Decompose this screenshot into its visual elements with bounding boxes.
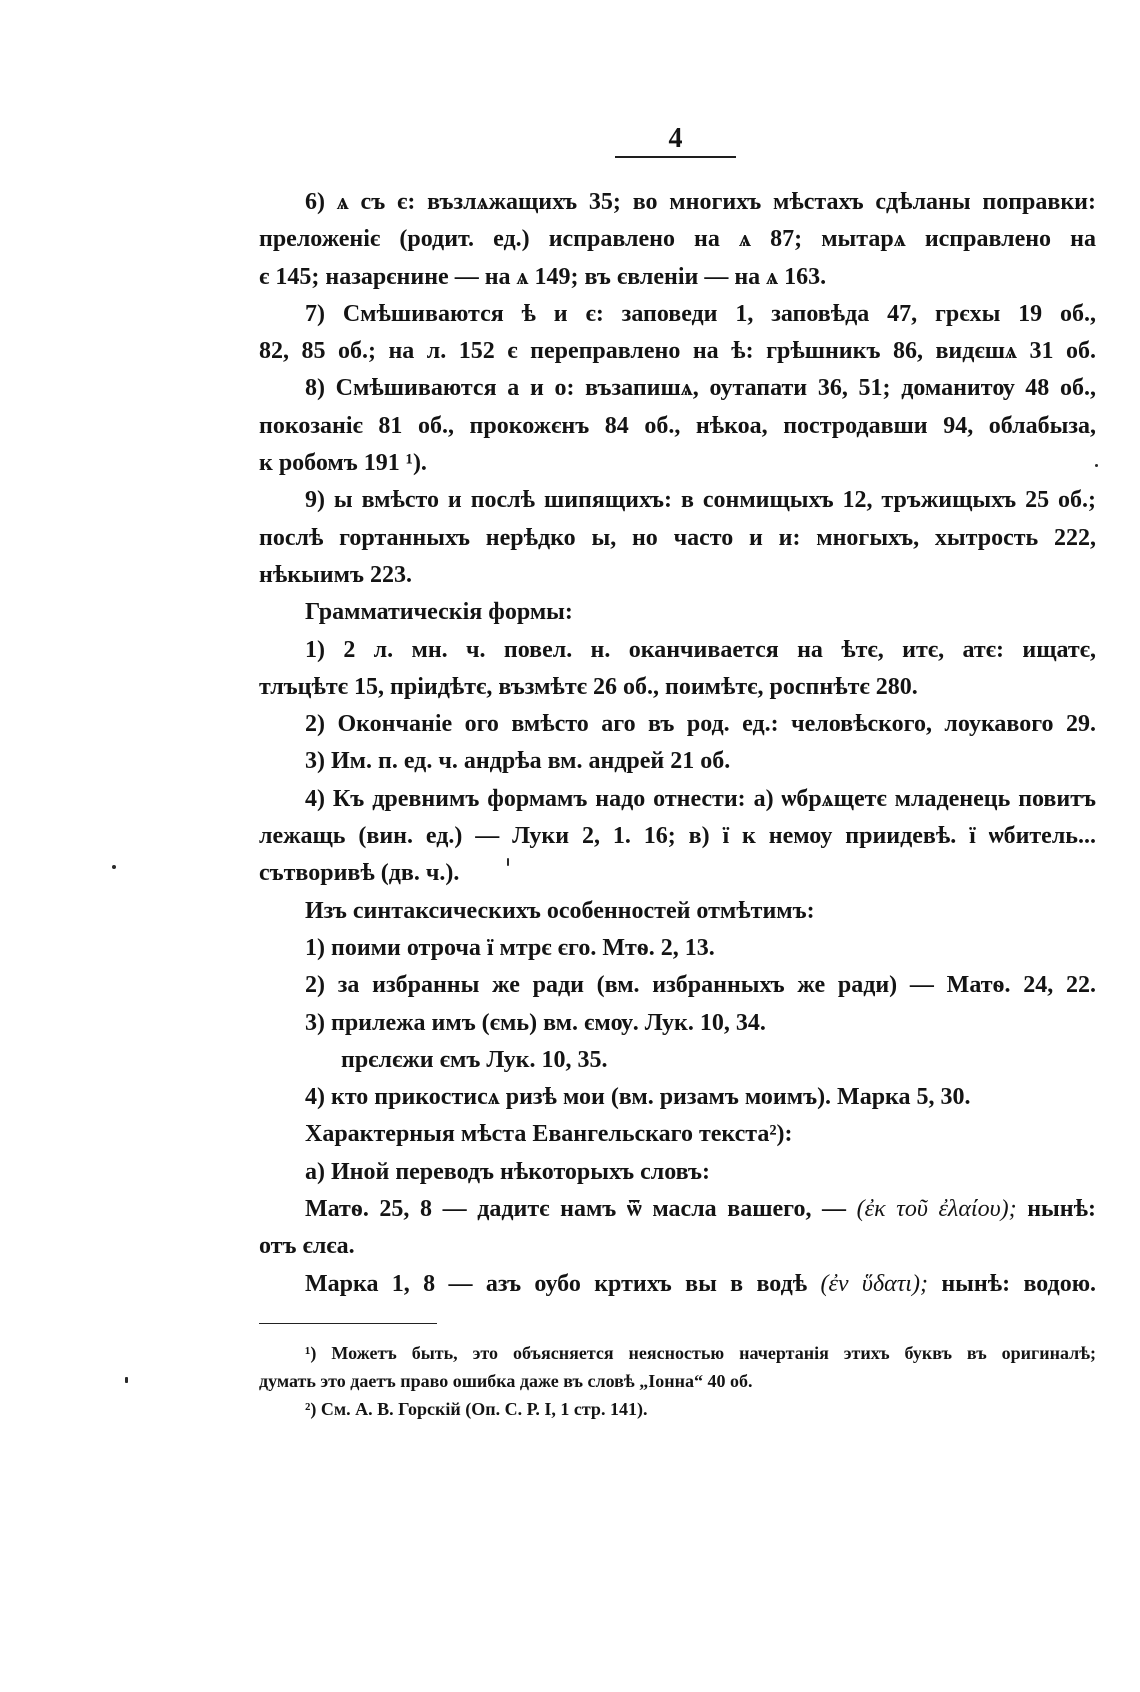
note-6-line-2: преложеніє (родит. ед.) исправлено на ѧ 87; мытарѧ исправлено на <box>259 226 1096 253</box>
note-8-line-2: покозаніє 81 об., прокожєнъ 84 об., нѣкоа, постродавши 94, облабыза, <box>259 412 1096 439</box>
grammar-1-line-2: тлъцѣтє 15, пріидѣтє, възмѣтє 26 об., поимѣтє, роспнѣтє 280. <box>259 673 918 700</box>
gospel-heading: Характерныя мѣста Евангельскаго текста²): <box>305 1121 793 1148</box>
grammar-4-line-3: сътворивѣ (дв. ч.). <box>259 860 460 887</box>
scan-speck <box>1095 464 1098 467</box>
syntax-4: 4) кто прикостисѧ ризѣ мои (вм. ризамъ моимъ). Марка 5, 30. <box>305 1084 971 1111</box>
footnote-1-line-1: ¹) Можетъ быть, это объясняется неясностью начертанія этихъ буквъ въ оригиналѣ; <box>305 1343 1096 1363</box>
grammar-1-line-1: 1) 2 л. мн. ч. повел. н. оканчивается на ѣтє, итє, атє: ищатє, <box>305 636 1096 663</box>
scan-speck <box>112 865 116 869</box>
note-6-line-1: 6) ѧ съ є: възлѧжащихъ 35; во многихъ мѣстахъ сдѣланы поправки: <box>305 189 1096 215</box>
mark-reference: Марка 1, 8 — азъ оубо кртихъ вы в водѣ <box>305 1270 808 1297</box>
footnote-1-line-2: думать это даетъ право ошибка даже въ словѣ „Іонна“ 40 об. <box>259 1371 753 1391</box>
syntax-heading: Изъ синтаксическихъ особенностей отмѣтимъ: <box>305 897 815 924</box>
footnotes <box>259 1339 1096 1423</box>
grammar-3: 3) Им. п. ед. ч. андрѣа вм. андрей 21 об. <box>305 748 731 775</box>
grammar-heading: Грамматическія формы: <box>305 599 573 626</box>
grammar-4-line-2: лежащь (вин. ед.) — Луки 2, 1. 16; в) ї к немоу приидевѣ. ї ѡбитель... <box>259 823 1096 850</box>
syntax-1: 1) поими отроча ї мтрє єго. Мтѳ. 2, 13. <box>305 934 715 961</box>
matthew-example <box>259 1191 1096 1228</box>
footnote-2: ²) См. А. В. Горскій (Оп. С. Р. I, 1 стр. 141). <box>305 1399 648 1419</box>
scan-speck <box>125 1377 128 1383</box>
main-text <box>259 184 1096 1303</box>
syntax-3: 3) прилежа имъ (ємь) вм. ємѹ. Лук. 10, 34. <box>305 1009 766 1036</box>
matthew-greek: (ἐκ τοῦ ἐλαίου); <box>856 1196 1017 1223</box>
mark-example <box>259 1266 1096 1303</box>
matthew-continuation: отъ єлєа. <box>259 1233 355 1260</box>
note-9-line-3: нѣкыимъ 223. <box>259 561 412 588</box>
note-7-line-1: 7) Смѣшиваются ѣ и є: заповеди 1, заповѣда 47, грєхы 19 об., <box>305 300 1096 327</box>
scan-speck <box>507 858 509 866</box>
mark-greek: (ἐν ὕδατι); <box>820 1270 928 1297</box>
syntax-3-variant: прєлєжи ємъ Лук. 10, 35. <box>341 1046 608 1073</box>
mark-modern: нынѣ: водою. <box>941 1270 1096 1297</box>
note-6-line-3: є 145; назарєнине — на ѧ 149; въ євленіи — на ѧ 163. <box>259 263 827 290</box>
note-9-line-1: 9) ы вмѣсто и послѣ шипящихъ: в сонмищыхъ 12, тръжищыхъ 25 об.; <box>305 487 1096 514</box>
footnote-rule <box>259 1323 437 1324</box>
note-7-line-2: 82, 85 об.; на л. 152 є переправлено на ѣ: грѣшникъ 86, видєшѧ 31 об. <box>259 338 1096 365</box>
grammar-4-line-1: 4) Къ древнимъ формамъ надо отнести: а) ѡбрѧщетє младенець повитъ <box>305 785 1096 812</box>
note-9-line-2: послѣ гортанныхъ нерѣдко ы, но часто и и: многыхъ, хытрость 222, <box>259 524 1096 551</box>
note-8-line-1: 8) Смѣшиваются а и о: възапишѧ, оутапати 36, 51; доманитѹ 48 об., <box>305 375 1096 402</box>
grammar-2: 2) Окончаніе ого вмѣсто аго въ род. ед.: человѣского, лоукавого 29. <box>305 711 1096 738</box>
note-8-line-3: к робомъ 191 ¹). <box>259 450 427 477</box>
syntax-2: 2) за избранны же ради (вм. избранныхъ же ради) — Матѳ. 24, 22. <box>305 972 1096 999</box>
gospel-subheading: а) Иной переводъ нѣкоторыхъ словъ: <box>305 1158 710 1185</box>
matthew-modern: нынѣ: <box>1027 1196 1096 1223</box>
page-number: 4 <box>615 122 736 158</box>
matthew-reference: Матѳ. 25, 8 — дадитє намъ ѿ масла вашего, — <box>305 1196 847 1223</box>
